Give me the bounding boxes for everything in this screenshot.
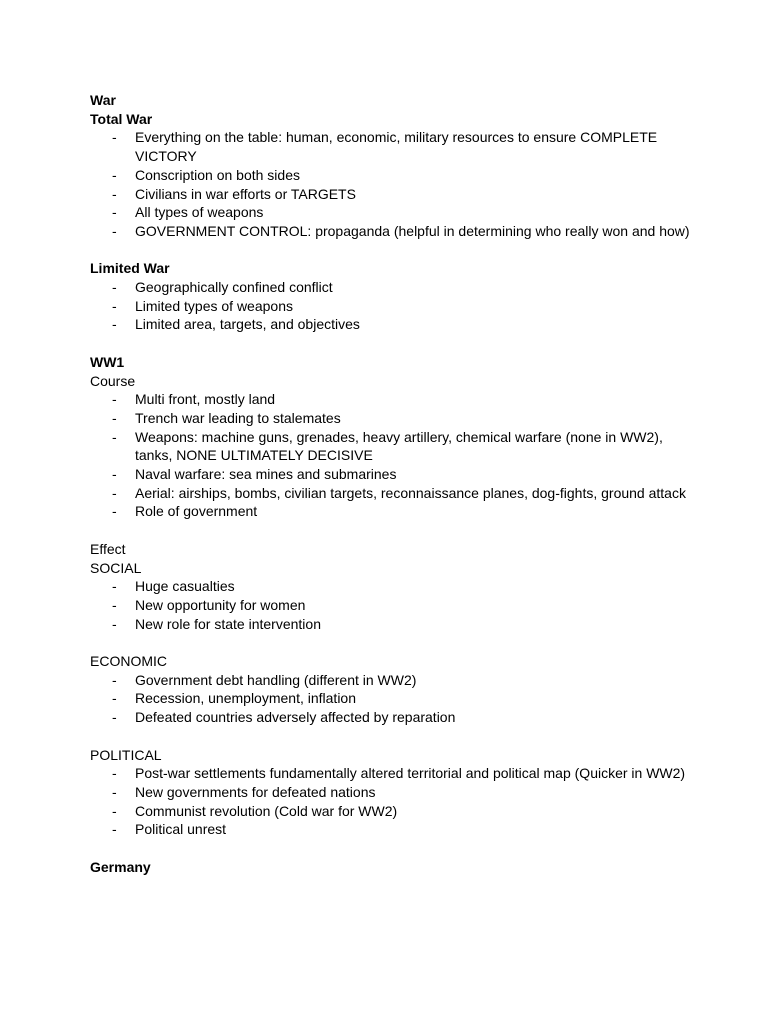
bullet-dash: - — [112, 596, 117, 613]
list-item-text: Limited area, targets, and objectives — [135, 316, 360, 333]
list-item-text: Defeated countries adversely affected by reparation — [135, 709, 456, 726]
bullet-dash: - — [112, 409, 117, 426]
bullet-dash: - — [112, 129, 117, 146]
limited-war-list — [90, 278, 690, 334]
social-label: SOCIAL — [90, 559, 142, 576]
social-list — [90, 577, 690, 633]
list-item — [90, 802, 690, 821]
list-item-text: Huge casualties — [135, 578, 235, 595]
list-item — [90, 166, 690, 185]
spacer — [90, 839, 690, 858]
list-item — [90, 783, 690, 802]
list-item-text: Geographically confined conflict — [135, 279, 333, 296]
bullet-dash: - — [112, 166, 117, 183]
political-label: POLITICAL — [90, 746, 162, 763]
effect-label: Effect — [90, 540, 126, 557]
list-item — [90, 278, 690, 297]
bullet-dash: - — [112, 466, 117, 483]
bullet-dash: - — [112, 615, 117, 632]
bullet-dash: - — [112, 204, 117, 221]
spacer — [90, 241, 690, 260]
total-war-heading: Total War — [90, 110, 153, 127]
list-item-text: New governments for defeated nations — [135, 783, 376, 800]
bullet-dash: - — [112, 802, 117, 819]
list-item — [90, 484, 690, 503]
total-war-list — [90, 128, 690, 240]
bullet-dash: - — [112, 821, 117, 838]
bullet-dash: - — [112, 709, 117, 726]
limited-war-heading: Limited War — [90, 260, 170, 277]
list-item-text: Post-war settlements fundamentally altered territorial and political map (Quicker in WW2) — [135, 765, 686, 782]
spacer — [90, 521, 690, 540]
list-item — [90, 185, 690, 204]
list-item — [90, 577, 690, 596]
list-item — [90, 820, 690, 839]
list-item — [90, 203, 690, 222]
bullet-dash: - — [112, 316, 117, 333]
list-item — [90, 409, 690, 428]
bullet-dash: - — [112, 279, 117, 296]
list-item-text: Multi front, mostly land — [135, 391, 276, 408]
spacer — [90, 334, 690, 353]
list-item — [90, 502, 690, 521]
list-item-text: Communist revolution (Cold war for WW2) — [135, 802, 398, 819]
bullet-dash: - — [112, 671, 117, 688]
list-item-text: Trench war leading to stalemates — [135, 409, 341, 426]
list-item — [90, 615, 690, 634]
list-item-text: Political unrest — [135, 821, 227, 838]
spacer — [90, 633, 690, 652]
list-item-text: GOVERNMENT CONTROL: propaganda (helpful in determining who really won and how) — [135, 222, 690, 239]
economic-list — [90, 671, 690, 727]
document-page — [90, 91, 690, 876]
germany-heading: Germany — [90, 858, 151, 875]
list-item — [90, 708, 690, 727]
list-item — [90, 689, 690, 708]
list-item — [90, 128, 690, 165]
course-list — [90, 390, 690, 521]
list-item — [90, 764, 690, 783]
list-item-text: Role of government — [135, 503, 258, 520]
bullet-dash: - — [112, 690, 117, 707]
list-item-text: New role for state intervention — [135, 615, 321, 632]
list-item — [90, 222, 690, 241]
list-item-text: Civilians in war efforts or TARGETS — [135, 185, 356, 202]
list-item-text: Naval warfare: sea mines and submarines — [135, 466, 397, 483]
list-item — [90, 297, 690, 316]
bullet-dash: - — [112, 222, 117, 239]
list-item-text: Weapons: machine guns, grenades, heavy artillery, chemical warfare (none in WW2), tanks, NONE ULTIMATELY DECISIVE — [135, 428, 663, 464]
bullet-dash: - — [112, 297, 117, 314]
list-item-text: Everything on the table: human, economic, military resources to ensure COMPLETE VICTORY — [135, 129, 658, 165]
list-item — [90, 428, 690, 465]
list-item-text: Aerial: airships, bombs, civilian targets, reconnaissance planes, dog-fights, ground attack — [135, 484, 686, 501]
list-item-text: Recession, unemployment, inflation — [135, 690, 357, 707]
list-item-text: Limited types of weapons — [135, 297, 293, 314]
bullet-dash: - — [112, 783, 117, 800]
bullet-dash: - — [112, 391, 117, 408]
list-item — [90, 465, 690, 484]
bullet-dash: - — [112, 765, 117, 782]
ww1-heading: WW1 — [90, 353, 125, 370]
list-item — [90, 315, 690, 334]
course-label: Course — [90, 372, 136, 389]
economic-label: ECONOMIC — [90, 653, 167, 670]
bullet-dash: - — [112, 185, 117, 202]
list-item-text: New opportunity for women — [135, 596, 306, 613]
document-title: War — [90, 92, 116, 108]
bullet-dash: - — [112, 428, 117, 445]
bullet-dash: - — [112, 578, 117, 595]
list-item-text: All types of weapons — [135, 204, 264, 221]
political-list — [90, 764, 690, 839]
list-item — [90, 390, 690, 409]
list-item-text: Government debt handling (different in WW2) — [135, 671, 417, 688]
bullet-dash: - — [112, 503, 117, 520]
list-item — [90, 671, 690, 690]
list-item-text: Conscription on both sides — [135, 166, 300, 183]
list-item — [90, 596, 690, 615]
bullet-dash: - — [112, 484, 117, 501]
spacer — [90, 727, 690, 746]
